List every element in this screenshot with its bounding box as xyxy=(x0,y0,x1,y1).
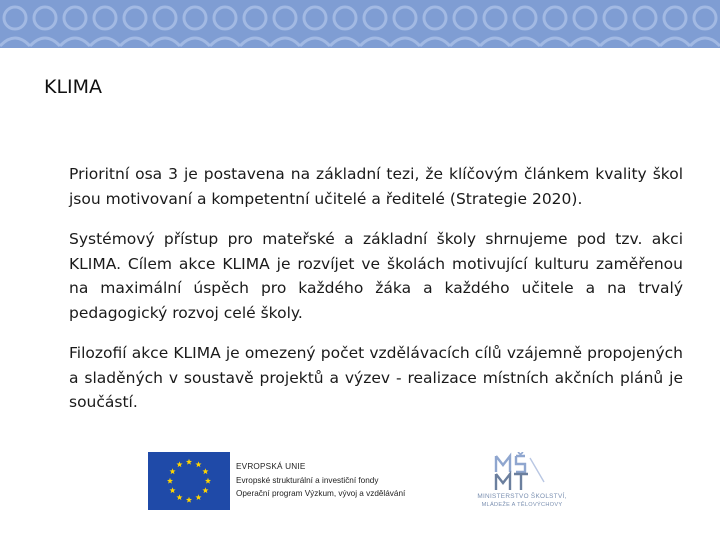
msmt-line1: MINISTERSTVO ŠKOLSTVÍ, xyxy=(477,493,567,500)
eu-funds: Evropské strukturální a investiční fondy xyxy=(236,475,379,485)
slide-title: KLIMA xyxy=(44,76,103,98)
eu-flag-icon xyxy=(148,452,230,510)
paragraph-approach: Systémový přístup pro mateřské a základní školy shrnujeme pod tzv. akci KLIMA. Cílem akce KLIMA je rozvíjet ve školách motivující kulturu zaměřenou na maximální úspěch pro každého žáka a každého učitele a na trvalý pedagogický rozvoj celé školy. xyxy=(69,230,683,322)
eu-text-block xyxy=(236,460,461,501)
eu-name: EVROPSKÁ UNIE xyxy=(236,462,306,471)
slide-body xyxy=(69,162,683,431)
msmt-line2: MLÁDEŽE A TĚLOVÝCHOVY xyxy=(481,502,563,508)
paragraph-philosophy: Filozofií akce KLIMA je omezený počet vzdělávacích cílů vzájemně propojených a sladěných v soustavě projektů a výzev - realizace místních akčních plánů je součástí. xyxy=(69,344,683,411)
pattern-banner-icon xyxy=(0,0,720,48)
header-banner xyxy=(0,0,720,48)
footer-logos xyxy=(148,450,578,512)
eu-programme: Operační program Výzkum, vývoj a vzdělávání xyxy=(236,489,406,498)
msmt-logo-block xyxy=(466,452,578,512)
msmt-logo-icon xyxy=(492,452,554,492)
paragraph-strategy: Prioritní osa 3 je postavena na základní tezi, že klíčovým článkem kvality škol jsou motivovaní a kompetentní učitelé a ředitelé (Strategie 2020). xyxy=(69,165,683,208)
